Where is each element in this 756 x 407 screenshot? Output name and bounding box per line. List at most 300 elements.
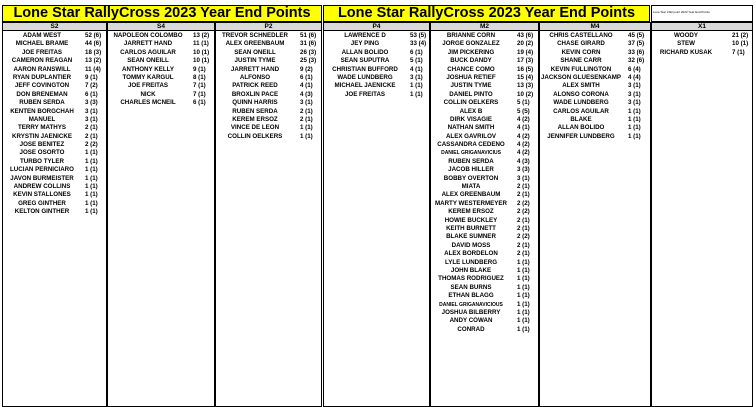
driver-name: HOWIE BUCKLEY bbox=[444, 216, 498, 224]
standings-row bbox=[3, 175, 106, 183]
driver-name: NATHAN SMITH bbox=[447, 124, 495, 132]
standings-row bbox=[431, 259, 538, 267]
driver-name: KEREM ERSOZ bbox=[448, 208, 494, 216]
driver-points: 3 (1) bbox=[628, 99, 641, 107]
standings-row bbox=[431, 116, 538, 124]
driver-points: 2 (1) bbox=[517, 183, 530, 191]
driver-points: 2 (2) bbox=[85, 141, 98, 149]
driver-points: 37 (5) bbox=[628, 40, 645, 48]
class-column-m2 bbox=[430, 22, 539, 407]
standings-row bbox=[3, 183, 106, 191]
standings-row bbox=[3, 208, 106, 216]
standings-row bbox=[108, 32, 214, 40]
driver-points: 3 (3) bbox=[517, 166, 530, 174]
driver-points: 1 (1) bbox=[628, 107, 641, 115]
driver-name: RYAN DUPLANTIER bbox=[12, 73, 72, 81]
driver-name: BUCK DANDY bbox=[450, 57, 492, 65]
driver-name: ALEX GREENBAUM bbox=[225, 40, 285, 48]
standings-row bbox=[108, 74, 214, 82]
driver-points: 6 (1) bbox=[85, 90, 98, 98]
driver-points: 4 (1) bbox=[410, 65, 423, 73]
driver-points: 3 (1) bbox=[628, 82, 641, 90]
driver-points: 1 (1) bbox=[517, 275, 530, 283]
driver-points: 45 (5) bbox=[628, 32, 645, 39]
driver-points: 4 (3) bbox=[517, 157, 530, 165]
driver-name: PATRICK REED bbox=[232, 82, 278, 90]
driver-name: RICHARD KUSAK bbox=[659, 48, 713, 56]
driver-name: JEFF COVINGTON bbox=[14, 82, 70, 90]
driver-name: MARTY WESTERMEYER bbox=[434, 199, 508, 207]
driver-points: 19 (4) bbox=[517, 48, 534, 56]
standings-row bbox=[3, 116, 106, 124]
driver-points: 8 (1) bbox=[193, 73, 206, 81]
driver-name: JACKSON GLUESENKAMP bbox=[540, 73, 622, 81]
standings-row bbox=[652, 49, 752, 57]
driver-points: 1 (1) bbox=[517, 292, 530, 300]
standings-row bbox=[540, 116, 650, 124]
driver-points: 7 (2) bbox=[85, 82, 98, 90]
driver-points: 4 (2) bbox=[517, 141, 530, 149]
class-header: P4 bbox=[324, 23, 429, 31]
driver-points: 10 (1) bbox=[193, 48, 210, 56]
driver-points: 2 (1) bbox=[517, 241, 530, 249]
driver-name: BRIANNE CORN bbox=[446, 32, 496, 39]
driver-name: JACOB HILLER bbox=[448, 166, 494, 174]
driver-points: 20 (2) bbox=[517, 40, 534, 48]
standings-row bbox=[431, 284, 538, 292]
driver-name: KELTON GINTHER bbox=[14, 208, 70, 216]
class-header: M2 bbox=[431, 23, 538, 31]
driver-points: 33 (6) bbox=[628, 48, 645, 56]
standings-row bbox=[216, 82, 321, 90]
driver-name: ALEX BORDELON bbox=[444, 250, 498, 258]
driver-name: DANIEL PINTO bbox=[449, 90, 493, 98]
driver-name: TERRY MATHYS bbox=[17, 124, 66, 132]
driver-name: JUSTIN TYME bbox=[234, 57, 276, 65]
standings-row bbox=[216, 66, 321, 74]
driver-name: WADE LUNDBERG bbox=[337, 73, 393, 81]
class-column-s2 bbox=[2, 22, 107, 407]
driver-points: 11 (4) bbox=[85, 65, 101, 73]
standings-row bbox=[431, 57, 538, 65]
driver-points: 4 (3) bbox=[300, 90, 313, 98]
standings-row bbox=[540, 133, 650, 141]
driver-points: 2 (1) bbox=[85, 132, 98, 140]
standings-row bbox=[431, 301, 538, 309]
driver-points: 9 (1) bbox=[85, 73, 98, 81]
driver-points: 1 (1) bbox=[410, 90, 423, 98]
driver-name: SEAN BURNS bbox=[450, 283, 492, 291]
standings-row bbox=[431, 175, 538, 183]
driver-points: 1 (1) bbox=[85, 183, 98, 191]
standings-list bbox=[431, 31, 538, 334]
driver-points: 51 (6) bbox=[300, 32, 317, 39]
standings-row bbox=[540, 124, 650, 132]
driver-points: 13 (2) bbox=[193, 32, 210, 39]
standings-row bbox=[540, 40, 650, 48]
standings-row bbox=[3, 49, 106, 57]
driver-points: 1 (1) bbox=[85, 199, 98, 207]
standings-row bbox=[3, 133, 106, 141]
driver-points: 4 (1) bbox=[517, 124, 530, 132]
standings-row bbox=[540, 66, 650, 74]
driver-points: 3 (1) bbox=[85, 107, 98, 115]
driver-name: DANIEL GRIGANAVICIOUS bbox=[439, 301, 503, 308]
driver-name: JARRETT HAND bbox=[230, 65, 280, 73]
standings-row bbox=[324, 32, 429, 40]
driver-name: SEAN ONEILL bbox=[234, 48, 276, 56]
standings-row bbox=[108, 82, 214, 90]
driver-name: AARON RANSWILL bbox=[13, 65, 71, 73]
driver-points: 6 (1) bbox=[410, 48, 423, 56]
standings-row bbox=[216, 57, 321, 65]
banner-note-text: Lone Star LSR point 2023 Year End Points bbox=[653, 10, 710, 14]
driver-points: 1 (1) bbox=[85, 157, 98, 165]
driver-name: JOE FREITAS bbox=[344, 90, 386, 98]
standings-row bbox=[540, 99, 650, 107]
driver-points: 18 (3) bbox=[85, 48, 102, 56]
standings-row bbox=[3, 91, 106, 99]
standings-row bbox=[324, 74, 429, 82]
driver-points: 1 (1) bbox=[85, 166, 98, 174]
standings-row bbox=[108, 40, 214, 48]
standings-row bbox=[3, 158, 106, 166]
driver-name: JARRETT HAND bbox=[123, 40, 173, 48]
driver-points: 5 (1) bbox=[517, 99, 530, 107]
standings-row bbox=[324, 91, 429, 99]
standings-row bbox=[431, 217, 538, 225]
driver-name: BLAKE SUMNER bbox=[446, 233, 496, 241]
driver-name: JOSHUA RETIEF bbox=[446, 73, 496, 81]
driver-name: ALEX SMITH bbox=[562, 82, 600, 90]
driver-name: JIM PICKERING bbox=[447, 48, 495, 56]
standings-row bbox=[540, 91, 650, 99]
driver-name: ANDREW COLLINS bbox=[13, 183, 71, 191]
driver-points: 1 (1) bbox=[85, 191, 98, 199]
driver-name: BROXLIN PACE bbox=[231, 90, 279, 98]
driver-points: 4 (4) bbox=[628, 73, 641, 81]
driver-name: NAPOLEON COLOMBO bbox=[113, 32, 183, 39]
driver-points: 15 (4) bbox=[517, 73, 534, 81]
standings-row bbox=[431, 74, 538, 82]
driver-points: 3 (1) bbox=[300, 99, 313, 107]
driver-name: CARLOS AGUILAR bbox=[553, 107, 609, 115]
standings-list bbox=[652, 31, 752, 57]
driver-name: BOBBY OVERTON bbox=[443, 174, 499, 182]
driver-name: BLAKE bbox=[570, 115, 592, 123]
driver-name: ETHAN BLAGG bbox=[448, 292, 494, 300]
driver-points: 26 (3) bbox=[300, 48, 317, 56]
standings-row bbox=[216, 32, 321, 40]
driver-name: DANIEL GRIGANAVICIUS bbox=[441, 150, 501, 157]
driver-name: ANTHONY KELLY bbox=[122, 65, 174, 73]
standings-row bbox=[108, 49, 214, 57]
driver-name: DON BRENEMAN bbox=[16, 90, 68, 98]
driver-points: 5 (1) bbox=[410, 57, 423, 65]
standings-row bbox=[431, 292, 538, 300]
driver-points: 4 (2) bbox=[517, 132, 530, 140]
driver-name: THOMAS RODRIGUEZ bbox=[438, 275, 504, 283]
driver-points: 3 (1) bbox=[628, 90, 641, 98]
driver-name: SEAN SUPUTRA bbox=[340, 57, 390, 65]
standings-row bbox=[3, 166, 106, 174]
driver-points: 9 (1) bbox=[193, 65, 206, 73]
driver-points: 3 (1) bbox=[85, 115, 98, 123]
standings-row bbox=[540, 74, 650, 82]
driver-points: 7 (1) bbox=[732, 48, 745, 56]
standings-row bbox=[652, 40, 752, 48]
standings-row bbox=[216, 124, 321, 132]
driver-points: 7 (1) bbox=[193, 90, 206, 98]
driver-points: 1 (1) bbox=[517, 300, 530, 308]
driver-points: 33 (4) bbox=[410, 40, 427, 48]
driver-name: GREG GINTHER bbox=[18, 199, 66, 207]
driver-name: LAWRENCE D bbox=[344, 32, 386, 39]
standings-row bbox=[108, 66, 214, 74]
driver-name: WADE LUNDBERG bbox=[553, 99, 609, 107]
driver-name: CHRIS CASTELLANO bbox=[549, 32, 613, 39]
standings-row bbox=[216, 99, 321, 107]
standings-row bbox=[324, 66, 429, 74]
driver-points: 52 (6) bbox=[85, 32, 102, 39]
driver-name: JOSE BENITEZ bbox=[19, 141, 65, 149]
standings-row bbox=[324, 82, 429, 90]
driver-points: 2 (1) bbox=[517, 191, 530, 199]
standings-row bbox=[108, 91, 214, 99]
driver-points: 1 (1) bbox=[517, 283, 530, 291]
standings-row bbox=[431, 40, 538, 48]
driver-points: 9 (2) bbox=[300, 65, 313, 73]
driver-name: KEITH BURNETT bbox=[446, 224, 496, 232]
driver-points: 2 (1) bbox=[517, 224, 530, 232]
driver-name: JOE FREITAS bbox=[21, 48, 63, 56]
banner-title-right: Lone Star RallyCross 2023 Year End Points bbox=[323, 5, 650, 22]
standings-row bbox=[540, 82, 650, 90]
driver-points: 1 (1) bbox=[85, 174, 98, 182]
standings-row bbox=[431, 49, 538, 57]
standings-row bbox=[431, 99, 538, 107]
standings-row bbox=[3, 149, 106, 157]
standings-row bbox=[431, 183, 538, 191]
driver-name: CONRAD bbox=[457, 325, 485, 333]
class-header: S2 bbox=[3, 23, 106, 31]
class-column-s4 bbox=[107, 22, 215, 407]
standings-row bbox=[652, 32, 752, 40]
standings-row bbox=[216, 108, 321, 116]
driver-name: RUBEN SERDA bbox=[232, 107, 278, 115]
driver-points: 2 (1) bbox=[300, 115, 313, 123]
class-header: X1 bbox=[652, 23, 752, 31]
standings-row bbox=[216, 133, 321, 141]
standings-row bbox=[431, 82, 538, 90]
driver-points: 1 (1) bbox=[517, 258, 530, 266]
driver-points: 2 (1) bbox=[85, 124, 98, 132]
driver-name: ADAM WEST bbox=[22, 32, 62, 39]
driver-name: CARLOS AGUILAR bbox=[120, 48, 176, 56]
driver-name: ANDY COWAN bbox=[449, 317, 493, 325]
standings-row bbox=[431, 225, 538, 233]
standings-row bbox=[3, 191, 106, 199]
standings-row bbox=[216, 49, 321, 57]
driver-points: 10 (2) bbox=[517, 90, 534, 98]
driver-points: 2 (1) bbox=[300, 107, 313, 115]
driver-points: 2 (2) bbox=[517, 208, 530, 216]
driver-points: 6 (4) bbox=[628, 65, 641, 73]
standings-row bbox=[431, 66, 538, 74]
driver-name: ALEX B bbox=[459, 107, 483, 115]
driver-name: SEAN ONEILL bbox=[127, 57, 169, 65]
standings-row bbox=[540, 108, 650, 116]
driver-name: LUCIAN PERNICIARO bbox=[10, 166, 74, 174]
driver-name: TREVOR SCHNEDLER bbox=[221, 32, 288, 39]
driver-points: 2 (2) bbox=[517, 199, 530, 207]
driver-points: 53 (5) bbox=[410, 32, 427, 39]
driver-name: KEVIN CORN bbox=[561, 48, 601, 56]
class-header: P2 bbox=[216, 23, 321, 31]
driver-name: ALEX GREENBAUM bbox=[441, 191, 501, 199]
standings-row bbox=[431, 141, 538, 149]
standings-row bbox=[216, 91, 321, 99]
driver-name: CASSANDRA CEDENO bbox=[437, 141, 505, 149]
driver-points: 3 (3) bbox=[85, 99, 98, 107]
standings-row bbox=[431, 124, 538, 132]
driver-name: KEVIN STALLONES bbox=[13, 191, 71, 199]
class-column-m4 bbox=[539, 22, 651, 407]
driver-name: CAMERON REAGAN bbox=[11, 57, 73, 65]
banner-note bbox=[651, 5, 753, 22]
driver-points: 10 (1) bbox=[732, 40, 749, 48]
driver-name: ALLAN BOLIDO bbox=[341, 48, 389, 56]
standings-list bbox=[3, 31, 106, 217]
standings-row bbox=[3, 74, 106, 82]
driver-points: 6 (1) bbox=[300, 73, 313, 81]
driver-points: 6 (1) bbox=[193, 99, 206, 107]
driver-points: 44 (6) bbox=[85, 40, 102, 48]
driver-name: NICK bbox=[140, 90, 156, 98]
driver-name: KEREM ERSOZ bbox=[232, 115, 278, 123]
driver-name: CHRISTIAN BUFFORD bbox=[332, 65, 398, 73]
driver-name: ALFONSO bbox=[239, 73, 271, 81]
driver-name: LYLE LUNDBERG bbox=[444, 258, 498, 266]
standings-row bbox=[431, 317, 538, 325]
driver-name: MANUEL bbox=[28, 115, 56, 123]
driver-points: 7 (1) bbox=[193, 82, 206, 90]
driver-points: 1 (1) bbox=[300, 124, 313, 132]
standings-row bbox=[324, 57, 429, 65]
standings-list bbox=[108, 31, 214, 108]
driver-name: JOE FREITAS bbox=[127, 82, 169, 90]
driver-name: STEW bbox=[677, 40, 695, 48]
driver-points: 16 (5) bbox=[517, 65, 534, 73]
class-header: S4 bbox=[108, 23, 214, 31]
standings-row bbox=[431, 149, 538, 157]
driver-name: JORGE GONZALEZ bbox=[442, 40, 500, 48]
driver-points: 4 (2) bbox=[517, 115, 530, 123]
driver-points: 1 (1) bbox=[517, 266, 530, 274]
standings-row bbox=[3, 32, 106, 40]
standings-row bbox=[431, 91, 538, 99]
driver-points: 1 (1) bbox=[628, 124, 641, 132]
driver-points: 10 (1) bbox=[193, 57, 210, 65]
driver-name: JENNIFER LUNDBERG bbox=[547, 132, 615, 140]
driver-points: 3 (1) bbox=[517, 174, 530, 182]
driver-name: JOSE OSORTO bbox=[19, 149, 65, 157]
driver-points: 13 (2) bbox=[85, 57, 102, 65]
standings-row bbox=[3, 57, 106, 65]
standings-row bbox=[3, 108, 106, 116]
driver-name: WOODY bbox=[673, 32, 699, 39]
standings-list bbox=[540, 31, 650, 141]
driver-points: 1 (1) bbox=[628, 132, 641, 140]
standings-list bbox=[216, 31, 321, 141]
driver-name: COLLIN OELKERS bbox=[227, 132, 283, 140]
standings-row bbox=[431, 267, 538, 275]
driver-name: DAVID MOSS bbox=[451, 241, 491, 249]
driver-points: 21 (2) bbox=[732, 32, 749, 39]
driver-name: JOHN BLAKE bbox=[450, 266, 492, 274]
driver-points: 31 (6) bbox=[300, 40, 317, 48]
driver-name: QUINN HARRIS bbox=[232, 99, 278, 107]
standings-row bbox=[216, 116, 321, 124]
standings-row bbox=[216, 74, 321, 82]
driver-name: ALONSO CORONA bbox=[553, 90, 609, 98]
driver-name: CHASE GIRARD bbox=[557, 40, 605, 48]
driver-points: 5 (5) bbox=[517, 107, 530, 115]
driver-name: JOSHUA BILBERRY bbox=[441, 308, 501, 316]
standings-row bbox=[431, 32, 538, 40]
driver-name: RUBEN SERDA bbox=[448, 157, 494, 165]
driver-name: KRYSTIN JAENICKE bbox=[12, 132, 72, 140]
driver-points: 32 (6) bbox=[628, 57, 645, 65]
banner-title-left: Lone Star RallyCross 2023 Year End Points bbox=[2, 5, 322, 22]
driver-points: 3 (1) bbox=[410, 73, 423, 81]
standings-row bbox=[3, 141, 106, 149]
standings-row bbox=[431, 158, 538, 166]
standings-row bbox=[431, 242, 538, 250]
driver-points: 13 (3) bbox=[517, 82, 534, 90]
standings-row bbox=[108, 57, 214, 65]
standings-row bbox=[431, 250, 538, 258]
standings-row bbox=[431, 309, 538, 317]
standings-row bbox=[3, 66, 106, 74]
driver-name: JAVON BURMEISTER bbox=[10, 174, 74, 182]
driver-points: 1 (1) bbox=[517, 325, 530, 333]
driver-points: 2 (1) bbox=[517, 216, 530, 224]
driver-name: MIATA bbox=[461, 183, 481, 191]
class-column-p2 bbox=[215, 22, 322, 407]
driver-name: TURBO TYLER bbox=[20, 157, 64, 165]
driver-name: ALLAN BOLIDO bbox=[557, 124, 605, 132]
standings-row bbox=[431, 191, 538, 199]
standings-row bbox=[3, 82, 106, 90]
driver-name: DIRK VISAGIE bbox=[450, 115, 492, 123]
driver-name: JEY PING bbox=[350, 40, 380, 48]
standings-row bbox=[431, 275, 538, 283]
driver-points: 1 (1) bbox=[410, 82, 423, 90]
standings-row bbox=[431, 200, 538, 208]
standings-row bbox=[431, 133, 538, 141]
driver-points: 1 (1) bbox=[85, 208, 98, 216]
driver-points: 4 (2) bbox=[517, 149, 530, 157]
driver-points: 1 (1) bbox=[517, 317, 530, 325]
driver-name: COLLIN OELKERS bbox=[443, 99, 499, 107]
class-header: M4 bbox=[540, 23, 650, 31]
driver-points: 1 (1) bbox=[517, 308, 530, 316]
driver-name: KENTEN BORGCHAH bbox=[10, 107, 74, 115]
driver-name: RUBEN SERDA bbox=[19, 99, 65, 107]
standings-row bbox=[540, 57, 650, 65]
class-column-x1 bbox=[651, 22, 753, 407]
